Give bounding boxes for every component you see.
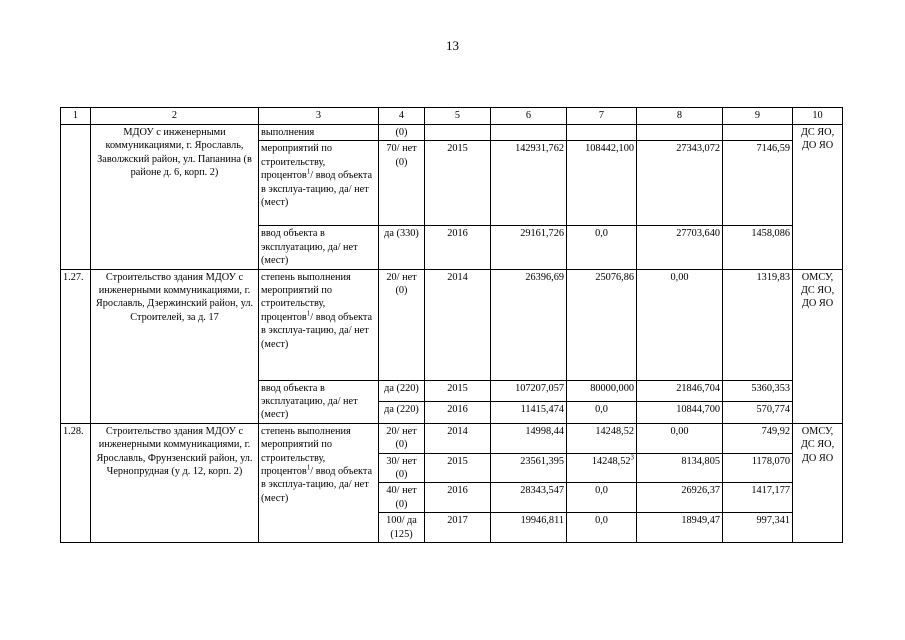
executor-cell: ОМСУ, ДС ЯО, ДО ЯО (793, 423, 843, 542)
amount-cell: 27343,072 (637, 141, 723, 226)
indicator-cell: ввод объекта в эксплуатацию, да/ нет (мест) (259, 226, 379, 269)
item-number-cell (61, 125, 91, 270)
indicator-text: / ввод объекта в эксплуа-тацию, да/ нет (мест) (261, 466, 373, 504)
year-cell: 2015 (425, 380, 491, 402)
indicator-text: степень выполнения мероприятий по строительству, процентов (261, 271, 351, 323)
amount-text: 0,0 (595, 515, 608, 527)
table-header-row (61, 108, 843, 125)
indicator-value-cell: да (220) (379, 402, 425, 424)
page-number: 13 (446, 38, 459, 53)
header-cell: 9 (723, 108, 793, 125)
indicator-value-cell: 20/ нет (0) (379, 423, 425, 453)
indicator-value-cell: да (220) (379, 380, 425, 402)
amount-cell (637, 125, 723, 141)
amount-cell: 142931,762 (491, 141, 567, 226)
year-cell: 2017 (425, 513, 491, 543)
amount-cell: 27703,640 (637, 226, 723, 269)
indicator-value-cell: (0) (379, 125, 425, 141)
year-cell: 2014 (425, 269, 491, 380)
executor-cell: ОМСУ, ДС ЯО, ДО ЯО (793, 269, 843, 423)
amount-cell: 80000,000 (567, 380, 637, 402)
year-cell: 2014 (425, 423, 491, 453)
amount-cell: 0,00 (637, 423, 723, 453)
amount-cell: 1178,070 (723, 453, 793, 483)
amount-cell: 1417,177 (723, 483, 793, 513)
amount-text: 0,0 (595, 485, 608, 497)
year-cell (425, 125, 491, 141)
amount-text: 14248,52 (591, 455, 631, 467)
amount-cell: 10844,700 (637, 402, 723, 424)
indicator-cell (259, 269, 379, 380)
amount-cell: 107207,057 (491, 380, 567, 402)
year-cell: 2016 (425, 483, 491, 513)
amount-cell (723, 125, 793, 141)
table-row (61, 423, 843, 453)
indicator-value-cell: да (330) (379, 226, 425, 269)
object-name-cell: Строительство здания МДОУ с инженерными коммуникациями, г. Ярославль, Дзержинский район, ул. Строителей, за д. 17 (91, 269, 259, 423)
amount-cell: 29161,726 (491, 226, 567, 269)
amount-cell: 21846,704 (637, 380, 723, 402)
amount-text: 14248,52 (595, 425, 634, 437)
footnote-mark: 3 (630, 453, 634, 462)
amount-cell: 23561,395 (491, 453, 567, 483)
header-cell: 10 (793, 108, 843, 125)
amount-cell: 5360,353 (723, 380, 793, 402)
amount-cell: 19946,811 (491, 513, 567, 543)
item-number-cell: 1.27. (61, 269, 91, 423)
amount-cell (567, 453, 637, 483)
year-cell: 2016 (425, 226, 491, 269)
table-row (61, 125, 843, 141)
program-table (60, 107, 843, 543)
indicator-cell: ввод объекта в эксплуатацию, да/ нет (мест) (259, 380, 379, 423)
header-cell: 8 (637, 108, 723, 125)
amount-cell: 108442,100 (567, 141, 637, 226)
indicator-cell: выполнения (259, 125, 379, 141)
header-cell: 2 (91, 108, 259, 125)
indicator-value-cell: 20/ нет (0) (379, 269, 425, 380)
amount-cell: 26926,37 (637, 483, 723, 513)
table-row (61, 269, 843, 380)
amount-cell: 14998,44 (491, 423, 567, 453)
amount-cell: 570,774 (723, 402, 793, 424)
year-cell: 2015 (425, 453, 491, 483)
amount-cell: 28343,547 (491, 483, 567, 513)
amount-cell: 997,341 (723, 513, 793, 543)
object-name-cell: Строительство здания МДОУ с инженерными коммуникациями, г. Ярославль, Фрунзенский район, ул. Чернопрудная (у д. 12, корп. 2) (91, 423, 259, 542)
header-cell: 4 (379, 108, 425, 125)
amount-cell: 749,92 (723, 423, 793, 453)
amount-cell: 7146,59 (723, 141, 793, 226)
indicator-cell (259, 423, 379, 542)
footnote-mark: 1 (306, 309, 311, 318)
amount-cell (567, 483, 637, 513)
amount-cell: 26396,69 (491, 269, 567, 380)
header-cell: 1 (61, 108, 91, 125)
item-number-cell: 1.28. (61, 423, 91, 542)
amount-cell: 25076,86 (567, 269, 637, 380)
indicator-value-cell: 100/ да (125) (379, 513, 425, 543)
indicator-text: мероприятий по строительству, процентов (261, 143, 333, 182)
header-cell: 5 (425, 108, 491, 125)
amount-cell (491, 125, 567, 141)
header-cell: 7 (567, 108, 637, 125)
amount-cell: 0,0 (567, 402, 637, 424)
amount-cell: 1458,086 (723, 226, 793, 269)
indicator-text: / ввод объекта в эксплуа-тацию, да/ нет (мест) (261, 170, 373, 209)
footnote-mark: 1 (306, 167, 311, 176)
indicator-text: / ввод объекта в эксплуа-тацию, да/ нет (мест) (261, 311, 373, 350)
indicator-cell (259, 141, 379, 226)
amount-cell (567, 513, 637, 543)
amount-cell: 18949,47 (637, 513, 723, 543)
amount-cell: 11415,474 (491, 402, 567, 424)
header-cell: 3 (259, 108, 379, 125)
executor-cell: ДС ЯО, ДО ЯО (793, 125, 843, 270)
indicator-value-cell: 40/ нет (0) (379, 483, 425, 513)
header-cell: 6 (491, 108, 567, 125)
amount-cell: 1319,83 (723, 269, 793, 380)
amount-cell (567, 125, 637, 141)
amount-cell: 8134,805 (637, 453, 723, 483)
amount-cell: 0,0 (567, 226, 637, 269)
object-name-cell: МДОУ с инженерными коммуникациями, г. Ярославль, Заволжский район, ул. Папанина (в районе д. 6, корп. 2) (91, 125, 259, 270)
year-cell: 2016 (425, 402, 491, 424)
indicator-value-cell: 70/ нет (0) (379, 141, 425, 226)
amount-cell (567, 423, 637, 453)
footnote-mark: 1 (306, 463, 311, 472)
indicator-value-cell: 30/ нет (0) (379, 453, 425, 483)
amount-cell: 0,00 (637, 269, 723, 380)
indicator-text: степень выполнения мероприятий по строительству, процентов (261, 425, 351, 478)
year-cell: 2015 (425, 141, 491, 226)
